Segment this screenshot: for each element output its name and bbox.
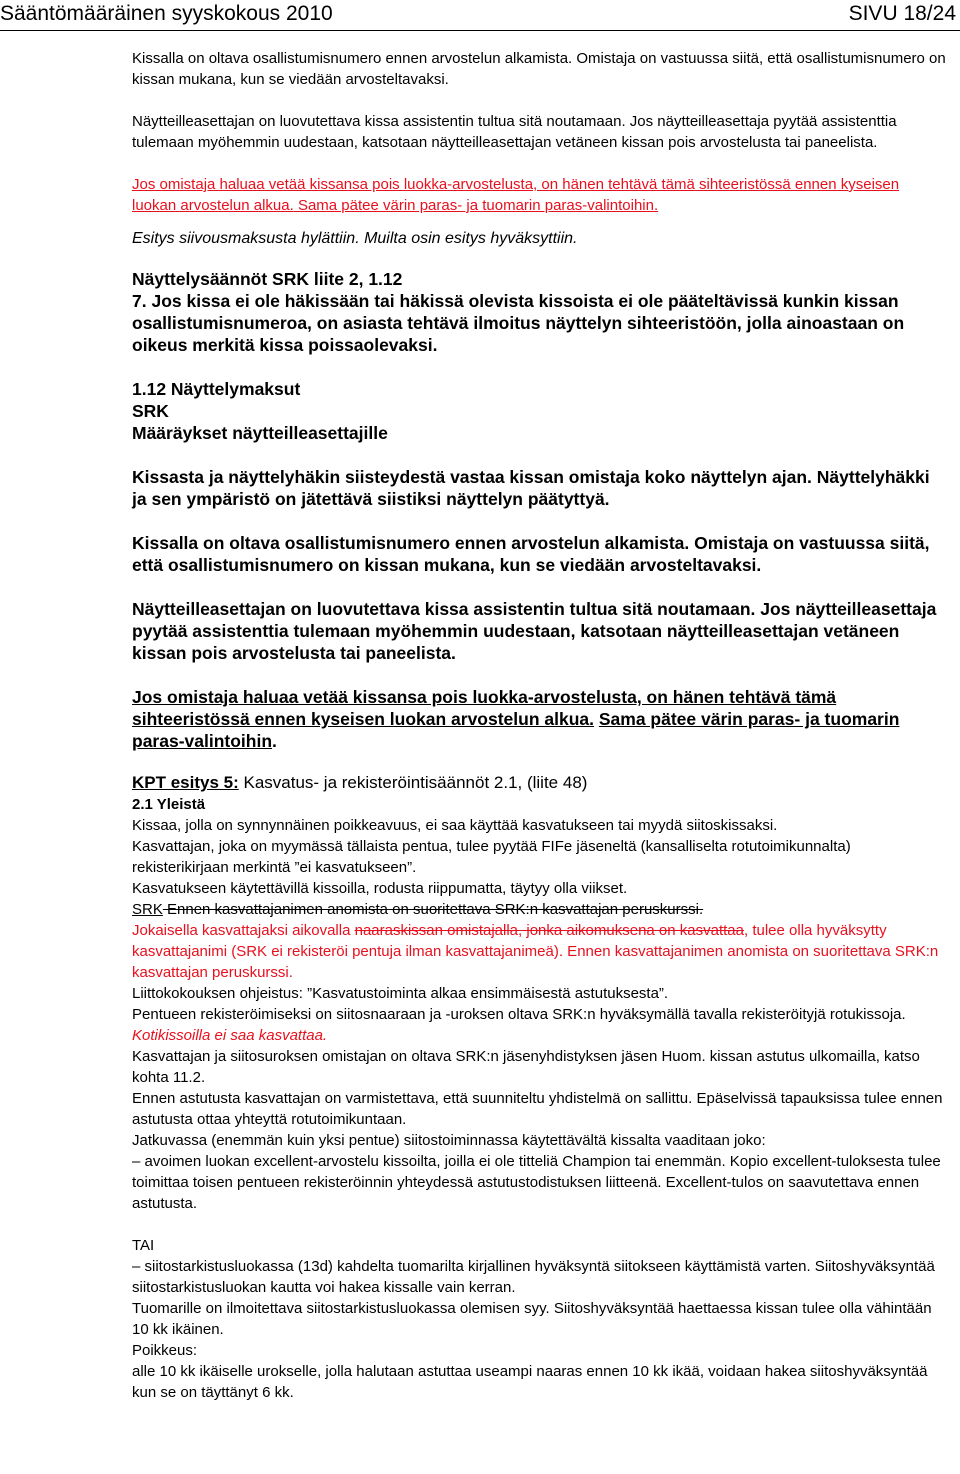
paragraph-withdraw-red [132, 174, 947, 216]
rule-line-judge-reason: Tuomarille on ilmoitettava siitostarkistusluokassa olemisen syy. Siitoshyväksyntää haettaessa kissan tulee olla vähintään 10 kk ikäinen. [132, 1300, 932, 1338]
document-body [132, 48, 947, 1403]
section-heading-srk: SRK [132, 401, 169, 421]
rule-line-breeding-check: – siitostarkistusluokassa (13d) kahdelta tuomarilta kirjallinen hyväksyntä siitokseen käyttämistä varten. Siitoshyväksyntää siitostarkistusluokan kautta voi hakea kissalle vain kerran. [132, 1258, 935, 1296]
proposal-title: Kasvatus- ja rekisteröintisäännöt 2.1, (liite 48) [238, 773, 588, 792]
rule-line-exception: alle 10 kk ikäiselle urokselle, jolla halutaan astuttaa useampi naaras ennen 10 kk ikää, voidaan hakea siitoshyväksyntää kun se on täyttänyt 6 kk. [132, 1363, 928, 1401]
paragraph-handover-bold: Näytteilleasettajan on luovutettava kissa assistentin tultua sitä noutamaan. Jos näytteilleasettaja pyytää assistenttia tulemaan myöhemmin uudestaan, katsotaan näytteilleasettajan vetäneen kissan pois arvostelusta tai paneelista. [132, 599, 937, 663]
rule-line-srk-course [132, 899, 947, 920]
section-heading-fees: 1.12 Näyttelymaksut [132, 379, 301, 399]
period: . [272, 731, 277, 751]
registration-text: Pentueen rekisteröimiseksi on siitosnaaraan ja -uroksen oltava SRK:n hyväksymällä tavalla rekisteröityjä rotukissoja. [132, 1006, 906, 1023]
best-of-colour-text: Sama pätee värin paras- ja tuomarin paras-valintoihin. [297, 197, 659, 214]
rule-7-paragraph: 7. Jos kissa ei ole häkissään tai häkissä olevista kissoista ei ole pääteltävissä kunkin kissan osallistumisnumeroa, on asiasta tehtävä ilmoitus näyttelyn sihteeristöön, jolla ainoastaan on oikeus merkitä kissa poissaolevaksi. [132, 291, 905, 355]
cattery-name-lead: Jokaisella kasvattajaksi aikovalla [132, 922, 355, 939]
rule-line-congenital: Kissaa, jolla on synnynnäinen poikkeavuus, ei saa käyttää kasvatukseen tai myydä siitoskissaksi. [132, 817, 778, 834]
rule-line-combination: Ennen astutusta kasvattajan on varmistettava, että suunniteltu yhdistelmä on sallittu. Epäselvissä tapauksissa tulee ennen astutusta ottaa yhteyttä rotutoimikuntaan. [132, 1090, 943, 1128]
withdraw-text: Jos omistaja haluaa vetää kissansa pois luokka-arvostelusta, on hänen tehtävä tämä sihteeristössä ennen kyseisen luokan arvostelun alkua. [132, 176, 900, 214]
paragraph-participation-bold: Kissalla on oltava osallistumisnumero ennen arvostelun alkamista. Omistaja on vastuussa siitä, että osallistumisnumero on kissan mukana, kun se viedään arvosteltavaksi. [132, 533, 930, 575]
rule-line-cattery-name-red [132, 920, 947, 983]
paragraph-participation: Kissalla on oltava osallistumisnumero ennen arvostelun alkamista. Omistaja on vastuussa siitä, että osallistumisnumero on kissan mukana, kun se viedään arvosteltavaksi. [132, 50, 946, 88]
section-heading-rules: Määräykset näytteilleasettajille [132, 423, 388, 443]
rule-line-membership: Kasvattajan ja siitosuroksen omistajan on oltava SRK:n jäsenyhdistyksen jäsen Huom. kissan astutus ulkomailla, katso kohta 11.2. [132, 1048, 920, 1086]
rule-line-guideline: Liittokokouksen ohjeistus: ”Kasvatustoiminta alkaa ensimmäisestä astutuksesta”. [132, 985, 669, 1002]
paragraph-cleanliness: Kissasta ja näyttelyhäkin siisteydestä vastaa kissan omistaja koko näyttelyn ajan. Näyttelyhäkki ja sen ympäristö on jätettävä siistiksi näyttelyn päätyttyä. [132, 467, 930, 509]
srk-label: SRK [132, 901, 163, 918]
struck-course-text: Ennen kasvattajanimen anomista on suoritettava SRK:n kasvattajan peruskurssi. [162, 901, 704, 918]
best-of-colour-bold-text: Sama pätee värin paras- ja tuomarin paras-valintoihin [132, 709, 900, 751]
page-number: SIVU 18/24 [848, 2, 956, 25]
withdraw-bold-text: Jos omistaja haluaa vetää kissansa pois luokka-arvostelusta, on hänen tehtävä tämä sihteeristössä ennen kyseisen luokan arvostelun alkua. [132, 687, 837, 729]
rule-line-excellent: – avoimen luokan excellent-arvostelu kissoilta, joilla ei ole titteliä Champion tai enemmän. Kopio excellent-tuloksesta tulee toimittaa toisen pentueen rekisteröinnin yhteydessä astutustodistuksen liitteenä. Excellent-tulos on saavutettava ennen astutusta. [132, 1153, 941, 1212]
rule-line-registration [132, 1004, 947, 1046]
paragraph-handover: Näytteilleasettajan on luovutettava kissa assistentin tultua sitä noutamaan. Jos näytteilleasettaja pyytää assistenttia tulemaan myöhemmin uudestaan, katsotaan näytteilleasettajan vetäneen kissan pois arvostelusta tai paneelista. [132, 113, 897, 151]
rule-line-continuous: Jatkuvassa (enemmän kuin yksi pentue) siitostoiminnassa käytettävältä kissalta vaaditaan joko: [132, 1132, 766, 1149]
paragraph-withdraw-bold [132, 686, 947, 752]
document-title: Sääntömääräinen syyskokous 2010 [0, 2, 333, 25]
cattery-name-rest: , tulee olla hyväksytty kasvattajanimi (SRK ei rekisteröi pentuja ilman kasvattajanimeä). Ennen kasvattajanimen anomista on suoritettava SRK:n kasvattajan peruskurssi. [132, 922, 939, 981]
rule-line-breeder-request: Kasvattajan, joka on myymässä tällaista pentua, tulee pyytää FIFe jäseneltä (kansalliselta rotutoimikunnalta) rekisterikirjaan merkintä ”ei kasvatukseen”. [132, 838, 851, 876]
rule-line-whiskers: Kasvatukseen käytettävillä kissoilla, rodusta riippumatta, täytyy olla viikset. [132, 880, 628, 897]
section-2-1-heading: 2.1 Yleistä [132, 796, 206, 813]
rules-reference-heading: Näyttelysäännöt SRK liite 2, 1.12 [132, 269, 403, 289]
proposal-heading [132, 772, 947, 794]
household-cat-note: Kotikissoilla ei saa kasvattaa. [132, 1027, 328, 1044]
struck-owner-text: naaraskissan omistajalla, jonka aikomuksena on kasvattaa [354, 922, 744, 939]
rule-line-or: TAI [132, 1237, 155, 1254]
page-header [0, 0, 960, 31]
rule-line-exception-label: Poikkeus: [132, 1342, 198, 1359]
decision-note: Esitys siivousmaksusta hylättiin. Muilta osin esitys hyväksyttiin. [132, 230, 578, 247]
proposal-label: KPT esitys 5: [132, 773, 239, 792]
